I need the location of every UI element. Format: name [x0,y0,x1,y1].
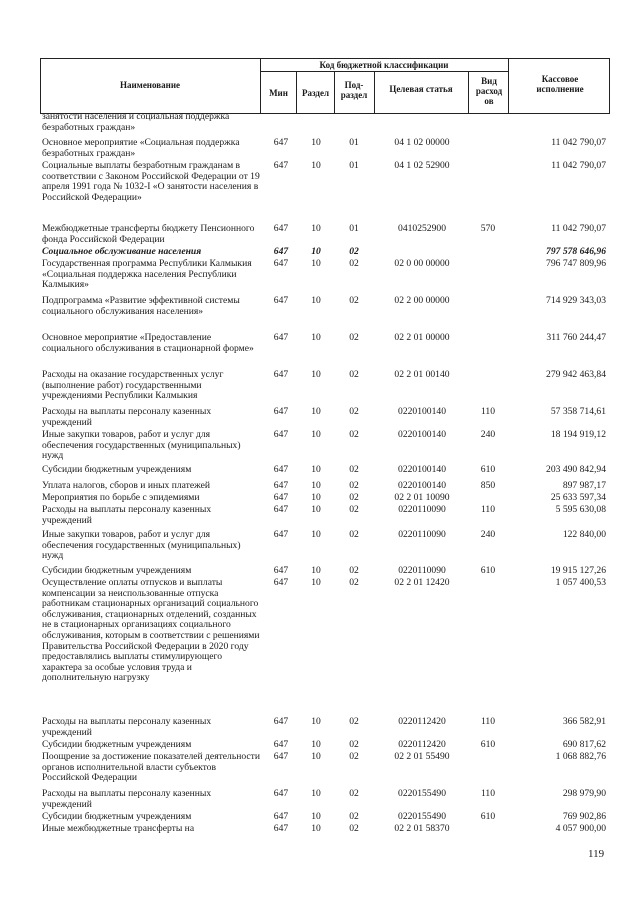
cell-name: Подпрограмма «Развитие эффективной системы социального обслуживания населения» [42,295,240,317]
cell-razdel: 10 [311,739,321,750]
cell-pod: 02 [349,739,359,750]
header-statya: Целевая статья [389,84,453,94]
cell-name: Субсидии бюджетным учреждениям [42,811,192,822]
cell-pod: 02 [349,811,359,822]
cell-pod: 02 [349,369,359,380]
cell-pod: 02 [349,480,359,491]
cell-pod: 02 [349,529,359,540]
cell-name: Осуществление оплаты отпусков и выплаты компенсации за неиспользованные отпуска работникам стационарных организаций социального обслуживания, стационарных отделений, созданных не в стационарных организациях социального обслуживания, которым в соответствии с решениями Правительства Российской Федерации в 2020 году предоставлялись выплаты стимулирующего характера за особые условия труда и дополнительную нагрузку [42,577,260,684]
cell-vid: 240 [480,429,496,440]
cell-pod: 01 [349,137,359,148]
cell-min: 647 [273,823,289,834]
cell-name: Расходы на оказание государственных услуг (выполнение работ) государственными учреждениями Республики Калмыкия [42,369,224,402]
cell-amt: 298 979,90 [562,788,606,799]
cell-razdel: 10 [311,429,321,440]
cell-razdel: 10 [311,295,321,306]
header-ispolnenie: Кассовое исполнение [536,74,584,94]
cell-stat: 02 2 01 12420 [394,577,450,588]
cell-vid: 240 [480,529,496,540]
cell-vid: 110 [480,406,496,417]
cell-stat: 0410252900 [398,223,446,234]
cell-amt: 57 358 714,61 [550,406,606,417]
cell-stat: 02 2 01 00000 [394,332,450,343]
cell-min: 647 [273,504,289,515]
cell-stat: 02 2 01 00140 [394,369,450,380]
cell-stat: 02 2 00 00000 [394,295,450,306]
cell-amt: 203 490 842,94 [546,464,606,475]
cell-amt: 11 042 790,07 [551,137,606,148]
cell-razdel: 10 [311,246,321,257]
cell-stat: 0220110090 [398,504,446,515]
cell-name: Иные межбюджетные трансферты на [42,823,195,834]
cell-min: 647 [273,246,289,257]
cell-stat: 04 1 02 52900 [394,160,450,171]
cell-name: Иные закупки товаров, работ и услуг для обеспечения государственных (муниципальных) нужд [42,429,241,462]
cell-amt: 366 582,91 [562,716,606,727]
cell-stat: 02 2 01 55490 [394,751,450,762]
cell-min: 647 [273,406,289,417]
cell-razdel: 10 [311,480,321,491]
cell-razdel: 10 [311,811,321,822]
cell-pod: 02 [349,751,359,762]
cell-name: Межбюджетные трансферты бюджету Пенсионного фонда Российской Федерации [42,223,255,245]
cell-pod: 01 [349,223,359,234]
cell-pod: 02 [349,295,359,306]
cell-vid: 850 [480,480,496,491]
cell-razdel: 10 [311,332,321,343]
cell-razdel: 10 [311,529,321,540]
cell-razdel: 10 [311,565,321,576]
cell-amt: 4 057 900,00 [555,823,606,834]
cell-pod: 02 [349,332,359,343]
cell-amt: 5 595 630,08 [555,504,606,515]
cell-name: Иные закупки товаров, работ и услуг для обеспечения государственных (муниципальных) нужд [42,529,241,562]
cell-name: Субсидии бюджетным учреждениям [42,739,192,750]
cell-stat: 0220110090 [398,565,446,576]
cell-vid: 570 [480,223,496,234]
cell-name: Социальное обслуживание населения [42,246,202,257]
cell-min: 647 [273,788,289,799]
cell-stat: 02 2 01 10090 [394,492,450,503]
cell-min: 647 [273,577,289,588]
cell-amt: 122 840,00 [562,529,606,540]
cell-min: 647 [273,464,289,475]
cell-amt: 279 942 463,84 [546,369,606,380]
cell-razdel: 10 [311,504,321,515]
cell-amt: 311 760 244,47 [546,332,606,343]
cell-min: 647 [273,529,289,540]
cell-razdel: 10 [311,406,321,417]
cell-name: Поощрение за достижение показателей деятельности органов исполнительной власти субъектов Российской Федерации [42,751,260,784]
cell-stat: 0220112420 [398,739,446,750]
cell-min: 647 [273,258,289,269]
cell-stat: 0220110090 [398,529,446,540]
cell-pod: 02 [349,429,359,440]
header-name: Наименование [120,80,180,90]
header-kbk: Код бюджетной классификации [319,60,449,70]
cell-amt: 18 194 919,12 [550,429,606,440]
cell-amt: 1 068 882,76 [555,751,606,762]
cell-min: 647 [273,492,289,503]
cell-stat: 0220100140 [398,480,446,491]
cell-stat: 02 2 01 58370 [394,823,450,834]
cell-pod: 02 [349,788,359,799]
cell-min: 647 [273,137,289,148]
cell-pod: 02 [349,246,359,257]
cell-razdel: 10 [311,492,321,503]
cell-name: Расходы на выплаты персоналу казенных учреждений [42,504,212,526]
cell-amt: 714 929 343,03 [546,295,606,306]
cell-min: 647 [273,739,289,750]
cell-stat: 0220100140 [398,406,446,417]
cell-razdel: 10 [311,369,321,380]
cell-min: 647 [273,480,289,491]
cell-name: Основное мероприятие «Социальная поддержка безработных граждан» [42,137,240,159]
cell-min: 647 [273,160,289,171]
cell-razdel: 10 [311,751,321,762]
cell-stat: 0220100140 [398,429,446,440]
cell-vid: 610 [480,811,496,822]
header-vid: Вид расход ов [475,76,503,106]
cell-razdel: 10 [311,160,321,171]
cell-amt: 11 042 790,07 [551,223,606,234]
cell-min: 647 [273,369,289,380]
cell-pod: 01 [349,160,359,171]
cell-amt: 19 915 127,26 [550,565,606,576]
cell-vid: 610 [480,565,496,576]
cell-name: Расходы на выплаты персоналу казенных учреждений [42,406,212,428]
cell-razdel: 10 [311,823,321,834]
cell-min: 647 [273,429,289,440]
cell-razdel: 10 [311,577,321,588]
cell-stat: 04 1 02 00000 [394,137,450,148]
cell-vid: 610 [480,739,496,750]
cell-pod: 02 [349,716,359,727]
cell-amt: 796 747 809,96 [546,258,606,269]
cell-min: 647 [273,223,289,234]
header-razdel: Раздел [301,88,330,98]
cell-amt: 1 057 400,53 [555,577,606,588]
cell-stat: 0220155490 [398,788,446,799]
cell-pod: 02 [349,492,359,503]
cell-pod: 02 [349,577,359,588]
cell-name: Социальные выплаты безработным гражданам в соответствии с Законом Российской Федерации от 19 апреля 1991 года № 1032-I «О занятости населения в Российской Федерации» [42,160,260,203]
header-podrazdel: Под-раздел [340,80,368,100]
cell-pod: 02 [349,823,359,834]
cell-stat: 02 0 00 00000 [394,258,450,269]
cell-amt: 11 042 790,07 [551,160,606,171]
cell-razdel: 10 [311,137,321,148]
cell-name: занятости населения и социальная поддержка безработных граждан» [42,111,230,133]
header-min: Мин [269,88,288,98]
cell-razdel: 10 [311,464,321,475]
cell-amt: 897 987,17 [562,480,606,491]
cell-stat: 0220112420 [398,716,446,727]
cell-vid: 610 [480,464,496,475]
cell-razdel: 10 [311,258,321,269]
cell-min: 647 [273,811,289,822]
cell-min: 647 [273,295,289,306]
cell-vid: 110 [480,788,496,799]
cell-name: Основное мероприятие «Предоставление социального обслуживания в стационарной форме» [42,332,254,354]
cell-amt: 769 902,86 [562,811,606,822]
cell-stat: 0220100140 [398,464,446,475]
cell-min: 647 [273,751,289,762]
cell-name: Расходы на выплаты персоналу казенных учреждений [42,788,212,810]
cell-name: Уплата налогов, сборов и иных платежей [42,480,211,491]
cell-name: Субсидии бюджетным учреждениям [42,464,192,475]
cell-amt: 690 817,62 [562,739,606,750]
cell-pod: 02 [349,464,359,475]
cell-razdel: 10 [311,788,321,799]
cell-vid: 110 [480,504,496,515]
cell-name: Государственная программа Республики Калмыкия «Социальная поддержка населения Республики Калмыкия» [42,258,252,291]
cell-pod: 02 [349,504,359,515]
cell-amt: 25 633 597,34 [550,492,606,503]
cell-min: 647 [273,565,289,576]
cell-pod: 02 [349,258,359,269]
cell-razdel: 10 [311,223,321,234]
cell-stat: 0220155490 [398,811,446,822]
cell-vid: 110 [480,716,496,727]
cell-amt: 797 578 646,96 [546,246,606,257]
cell-name: Субсидии бюджетным учреждениям [42,565,192,576]
cell-name: Мероприятия по борьбе с эпидемиями [42,492,200,503]
cell-min: 647 [273,332,289,343]
cell-pod: 02 [349,406,359,417]
page-number: 119 [588,848,605,860]
cell-min: 647 [273,716,289,727]
cell-pod: 02 [349,565,359,576]
cell-razdel: 10 [311,716,321,727]
cell-name: Расходы на выплаты персоналу казенных учреждений [42,716,212,738]
